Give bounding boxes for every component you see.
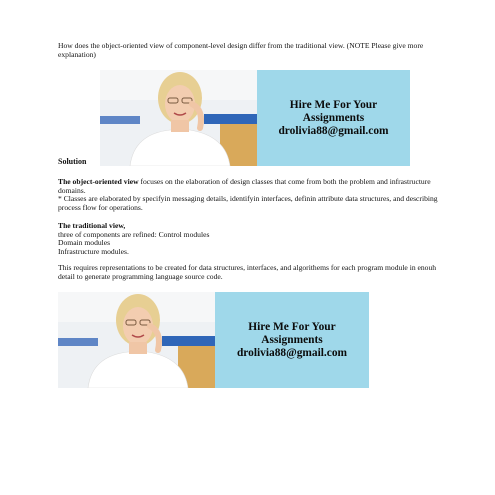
advertisement-banner <box>100 70 410 166</box>
oo-text-2: * Classes are elaborated by specifyin messaging details, identifyin interfaces, definin attribute data structures, and describing process flow for operations. <box>58 194 438 212</box>
traditional-paragraph <box>58 222 438 256</box>
traditional-line-2: Domain modules <box>58 238 111 248</box>
advertisement-banner-bottom <box>58 292 369 388</box>
ad-line-1: Hire Me For Your <box>289 98 378 111</box>
question-text: How does the object-oriented view of component-level design differ from the traditional view. (NOTE Please give more explanation) <box>58 41 424 59</box>
ad-text-panel <box>257 70 410 166</box>
ad-email-bottom: drolivia88@gmail.com <box>236 346 348 359</box>
closing-paragraph: This requires representations to be created for data structures, interfaces, and algorithems for each program module in enouh detail to generate programming language source code. <box>58 263 437 281</box>
traditional-line-3: Infrastructure modules. <box>58 246 129 256</box>
ad-line-2: Assignments <box>302 111 365 124</box>
traditional-term: The traditional view, <box>58 221 126 230</box>
ad-email: drolivia88@gmail.com <box>278 124 389 137</box>
ad-line-2-bottom: Assignments <box>261 333 323 346</box>
woman-photo-bottom <box>58 292 215 388</box>
solution-heading: Solution <box>58 157 87 166</box>
oo-term: The object-oriented view <box>58 177 139 186</box>
oo-text-1: focuses on the elaboration of design classes that come from both the problem and infrastructure domains. <box>58 177 431 195</box>
woman-photo <box>100 70 257 166</box>
ad-line-1-bottom: Hire Me For Your <box>248 320 336 333</box>
oo-paragraph <box>58 178 438 212</box>
traditional-line-1: three of components are refined: Control modules <box>58 229 210 239</box>
ad-text-panel-bottom <box>215 292 369 388</box>
